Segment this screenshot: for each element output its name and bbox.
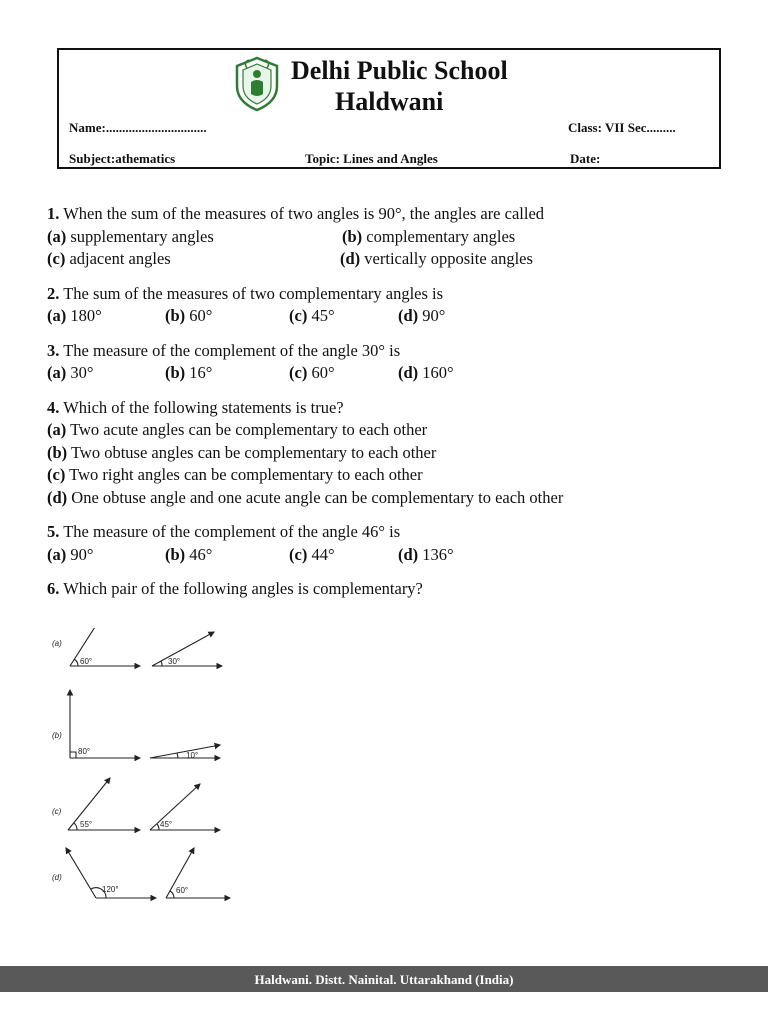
option-text: 90° [422,306,446,325]
header-box [57,48,721,169]
option-text: 45° [311,306,335,325]
question-2 [47,283,747,328]
angle-label: 55° [80,820,93,829]
question-number: 5. [47,522,60,541]
option-text: supplementary angles [70,226,214,246]
topic-field: Topic: Lines and Angles [305,151,438,166]
subject-field: Subject:athematics [69,151,176,166]
option-text: 44° [311,544,335,564]
class-field: Class: VII Sec......... [568,120,676,135]
angle-pair-d [66,848,230,898]
option-key: (b) [342,226,363,246]
angle-label: 80° [78,747,91,756]
question-text: Which of the following statements is true? [63,397,344,417]
option-text: 60° [311,363,335,382]
option-key: (d) [398,544,419,564]
option-key: (c) [289,544,308,564]
option-text: adjacent angles [69,249,171,268]
option-key: (a) [47,363,67,382]
option-key: (c) [47,465,66,484]
option-key: (b) [165,363,186,382]
angle-pair-b [70,690,220,758]
option-key: (a) [47,306,67,325]
option-text: complementary angles [366,226,516,246]
option-key: (a) [47,544,67,564]
option-text: 46° [189,544,213,564]
option-key: (c) [47,249,66,268]
question-text: The measure of the complement of the angle 46° is [63,522,401,541]
angle-label: 60° [176,886,189,895]
option-key: (c) [289,306,308,325]
question-5 [47,521,747,566]
question-number: 6. [47,579,60,598]
option-text: 16° [189,363,213,382]
option-key: (b) [165,544,186,564]
option-key: (b) [47,442,68,462]
question-number: 2. [47,283,60,303]
option-key: (b) [165,306,186,325]
option-text: Two obtuse angles can be complementary to each other [71,442,437,462]
option-text: 60° [189,306,213,325]
date-field: Date: [570,151,601,166]
question-number: 1. [47,204,60,223]
option-text: 90° [70,544,94,564]
question-number: 4. [47,397,60,417]
angle-label: 60° [80,657,93,666]
question-text: When the sum of the measures of two angles is 90°, the angles are called [63,204,545,223]
school-name: Delhi Public School [291,56,508,85]
pair-label-a: (a) [52,639,62,648]
option-key: (a) [47,420,67,439]
angle-label: 120° [102,885,119,894]
school-city: Haldwani [335,87,444,116]
option-text: 160° [422,363,454,382]
angles-figure [48,628,238,908]
question-1 [47,203,747,271]
angle-pair-a [70,628,222,666]
question-text: Which pair of the following angles is complementary? [63,579,423,598]
option-key: (d) [398,306,419,325]
question-text: The measure of the complement of the angle 30° is [63,340,401,360]
question-text: The sum of the measures of two complementary angles is [63,283,444,303]
option-key: (d) [398,363,419,382]
pair-label-d: (d) [52,873,62,882]
option-key: (a) [47,226,67,246]
angle-label: 10° [186,751,199,760]
question-4 [47,397,747,510]
name-field: Name:............................... [69,120,207,135]
school-crest-icon [233,56,281,112]
question-3 [47,340,747,385]
option-key: (d) [47,487,68,507]
option-text: 30° [70,363,94,382]
option-text: 136° [422,544,454,564]
question-6 [47,578,747,601]
option-text: 180° [70,306,102,325]
option-key: (d) [340,249,361,268]
option-text: Two right angles can be complementary to each other [69,465,423,484]
option-text: One obtuse angle and one acute angle can be complementary to each other [71,487,564,507]
option-key: (c) [289,363,308,382]
question-number: 3. [47,340,60,360]
option-text: Two acute angles can be complementary to each other [70,420,428,439]
angle-label: 45° [160,820,173,829]
pair-label-b: (b) [52,731,62,740]
angle-label: 30° [168,657,181,666]
pair-label-c: (c) [52,807,62,816]
footer-bar [0,966,768,992]
question-list [47,203,747,613]
option-text: vertically opposite angles [364,249,533,268]
footer-text: Haldwani. Distt. Nainital. Uttarakhand (India) [254,972,514,987]
